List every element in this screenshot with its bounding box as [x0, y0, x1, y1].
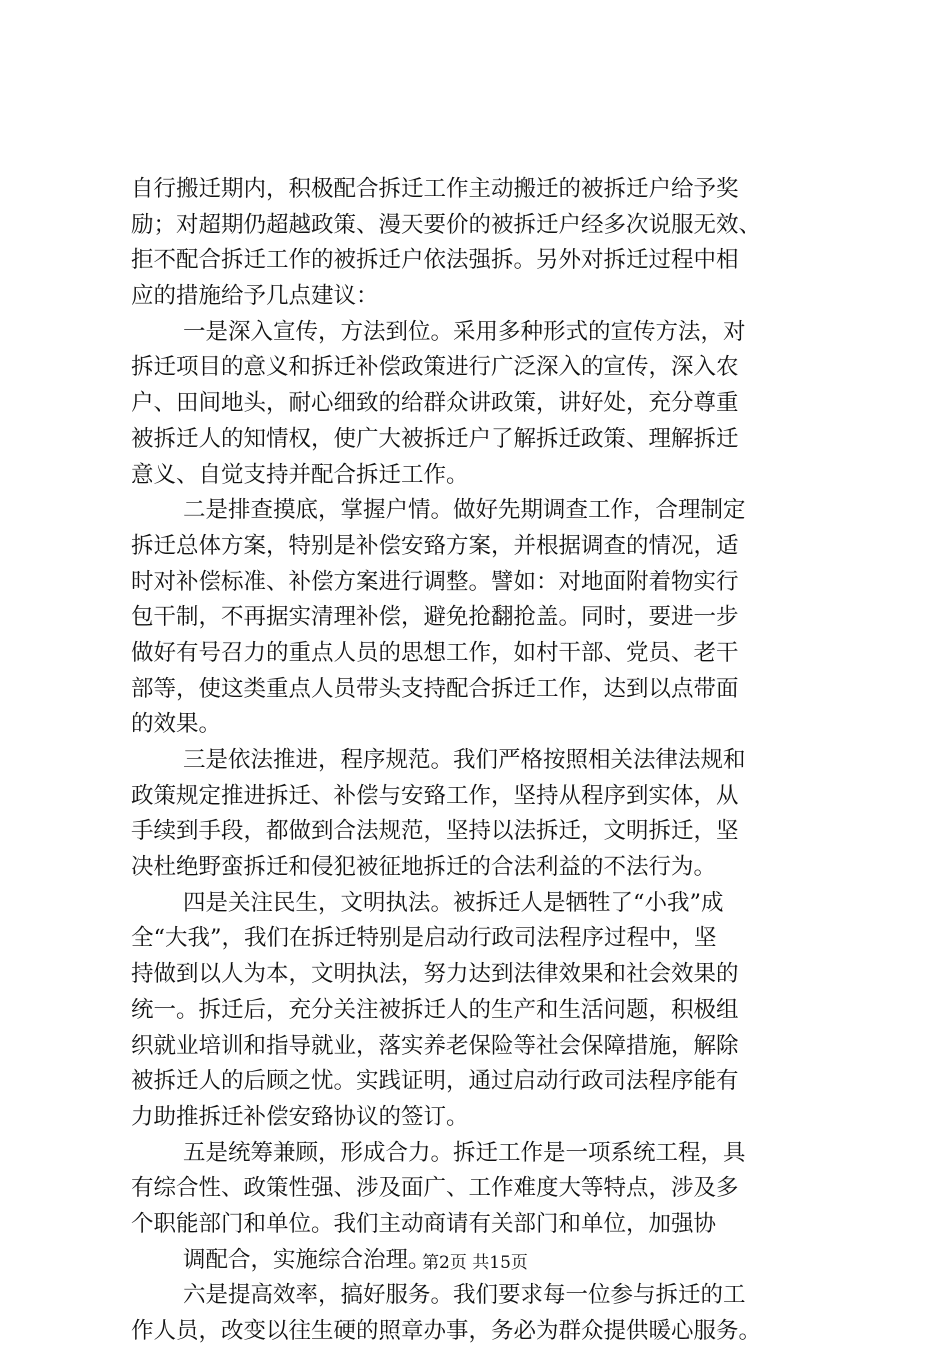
text-line: 励；对超期仍超越政策、漫天要价的被拆迁户经多次说服无效、: [131, 211, 762, 238]
text-line: 调配合，实施综合治理。: [183, 1246, 431, 1273]
text-line: 持做到以人为本，文明执法，努力达到法律效果和社会效果的: [131, 961, 739, 988]
text-line: 拆迁项目的意义和拆迁补偿政策进行广泛深入的宣传，深入农: [131, 354, 739, 381]
text-line: 时对补偿标准、补偿方案进行调整。譬如：对地面附着物实行: [131, 568, 739, 595]
text-line: 手续到手段，都做到合法规范，坚持以法拆迁，文明拆迁，坚: [131, 818, 739, 845]
text-line: 统一。拆迁后，充分关注被拆迁人的生产和生活问题，积极组: [131, 996, 739, 1023]
body-text: [131, 172, 837, 1350]
text-line: 户、田间地头，耐心细致的给群众讲政策，讲好处，充分尊重: [131, 390, 739, 417]
text-line: 被拆迁人的知情权，使广大被拆迁户了解拆迁政策、理解拆迁: [131, 425, 739, 452]
text-line: 个职能部门和单位。我们主动商请有关部门和单位，加强协: [131, 1210, 717, 1237]
text-line: 政策规定推进拆迁、补偿与安臵工作，坚持从程序到实体，从: [131, 782, 739, 809]
paragraph-first-line: 五是统筹兼顾，形成合力。拆迁工作是一项系统工程，具: [183, 1139, 746, 1166]
text-line: 自行搬迁期内，积极配合拆迁工作主动搬迁的被拆迁户给予奖: [131, 176, 739, 202]
text-line: 作人员，改变以往生硬的照章办事，务必为群众提供暖心服务。: [131, 1318, 762, 1344]
text-line: 有综合性、政策性强、涉及面广、工作难度大等特点，涉及多: [131, 1175, 739, 1202]
paragraph-first-line: 六是提高效率，搞好服务。我们要求每一位参与拆迁的工: [183, 1282, 746, 1309]
text-line: 力助推拆迁补偿安臵协议的签订。: [131, 1103, 469, 1130]
text-line: 拒不配合拆迁工作的被拆迁户依法强拆。另外对拆迁过程中相: [131, 247, 739, 274]
page-number-footer: 第2页 共15页: [422, 1253, 528, 1273]
text-line: 意义、自觉支持并配合拆迁工作。: [131, 461, 469, 488]
text-line: 决杜绝野蛮拆迁和侵犯被征地拆迁的合法利益的不法行为。: [131, 854, 717, 881]
paragraph-first-line: 二是排查摸底，掌握户情。做好先期调查工作，合理制定: [183, 497, 746, 524]
text-line: 应的措施给予几点建议：: [131, 283, 379, 310]
text-line: 做好有号召力的重点人员的思想工作，如村干部、党员、老干: [131, 639, 739, 666]
paragraph-first-line: 四是关注民生，文明执法。被拆迁人是牺牲了“小我”成: [183, 889, 724, 916]
text-line: 包干制，不再据实清理补偿，避免抢翻抢盖。同时，要进一步: [131, 604, 739, 631]
text-line: 部等，使这类重点人员带头支持配合拆迁工作，达到以点带面: [131, 675, 739, 702]
text-line: 全“大我”，我们在拆迁特别是启动行政司法程序过程中，坚: [131, 925, 717, 952]
paragraph-first-line: 三是依法推进，程序规范。我们严格按照相关法律法规和: [183, 747, 746, 773]
text-line: 的效果。: [131, 711, 222, 738]
text-line: 拆迁总体方案，特别是补偿安臵方案，并根据调查的情况，适: [131, 532, 739, 559]
text-line: 被拆迁人的后顾之忧。实践证明，通过启动行政司法程序能有: [131, 1068, 739, 1095]
text-line: 织就业培训和指导就业，落实养老保险等社会保障措施，解除: [131, 1032, 739, 1059]
paragraph-first-line: 一是深入宣传，方法到位。采用多种形式的宣传方法，对: [183, 318, 746, 345]
